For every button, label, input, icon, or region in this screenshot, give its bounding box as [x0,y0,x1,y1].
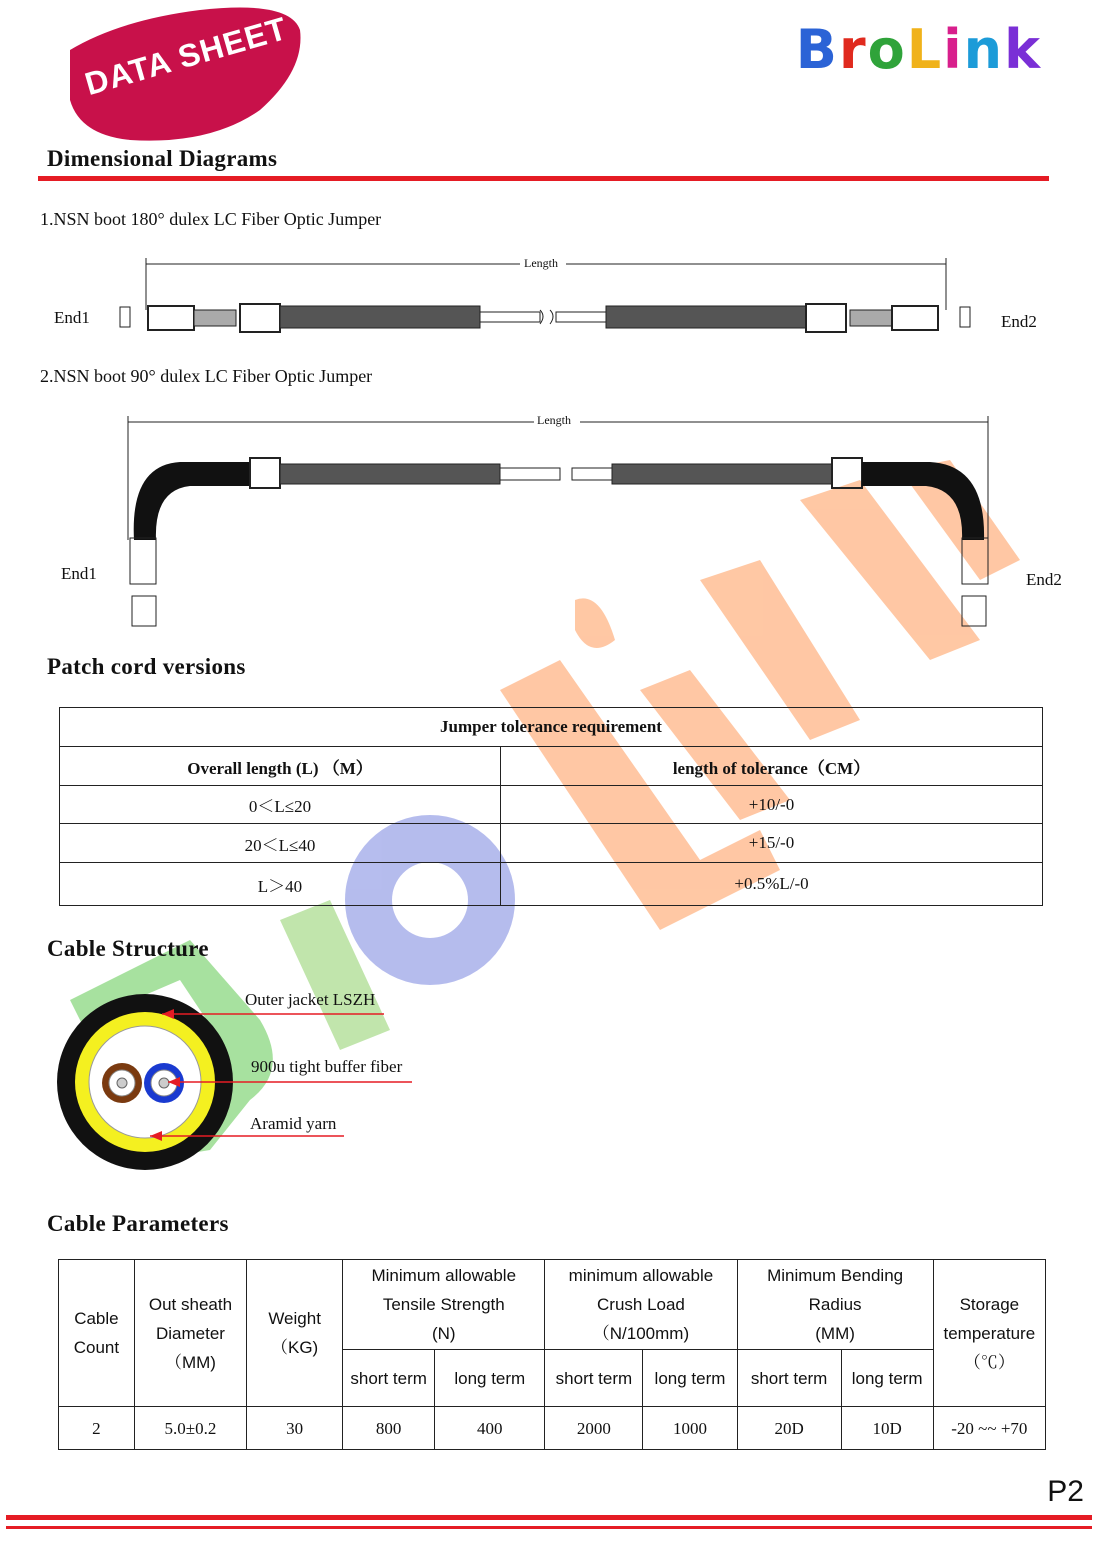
tolerance-col-tol: length of tolerance（CM） [501,747,1043,786]
diagram2-length-label: Length [537,413,571,427]
header-text: （MM) [164,1352,216,1372]
diagram-angled-jumper [120,410,1000,640]
diagram2-end1-label: End1 [61,564,97,583]
page-number: P2 [1047,1475,1084,1508]
section-underline [38,176,1049,181]
header-text: Radius [808,1295,862,1314]
footer-line-bottom [6,1526,1092,1529]
header-text: Cable [74,1309,119,1328]
header-text: Minimum allowable [371,1266,517,1285]
header-text: （KG) [271,1338,319,1357]
label-outer-jacket: Outer jacket LSZH [245,990,376,1009]
subheader-long-term: long term [841,1350,933,1407]
cable-parameters-table [58,1259,1046,1450]
tolerance-length-cell: 0＜L≤20 [60,786,501,824]
logo-letter: o [867,18,907,81]
header-text: (N) [431,1324,456,1343]
data-sheet-badge [60,0,310,150]
label-aramid-yarn: Aramid yarn [250,1114,337,1133]
logo-letter: L [906,18,944,81]
logo-letter: n [963,18,1005,81]
header-text: Crush Load [597,1295,685,1314]
table-row [60,863,1043,906]
label-tight-buffer: 900u tight buffer fiber [251,1057,403,1076]
table-row [59,1407,1046,1450]
header-cable-count [59,1260,135,1407]
header-text: （℃） [963,1352,1015,1372]
diagram1-end2-label: End2 [1001,312,1037,331]
tolerance-col-length: Overall length (L) （M） [60,747,501,786]
diagram1-end1-label: End1 [54,308,90,327]
subheader-short-term: short term [343,1350,435,1407]
tolerance-length-cell: L＞40 [60,863,501,906]
tolerance-value-cell: +10/-0 [501,786,1043,824]
header-storage [933,1260,1045,1407]
header-tensile [343,1260,545,1350]
section-title-structure: Cable Structure [47,936,209,961]
header-text: Diameter [155,1323,225,1343]
header-crush [545,1260,737,1350]
section-title-patch: Patch cord versions [47,654,246,679]
badge-text: DATA SHEET [80,9,292,103]
value-crush-short: 2000 [545,1407,643,1450]
cable-cross-section [50,990,430,1180]
header-sheath [134,1260,246,1407]
header-text: temperature [943,1323,1036,1343]
header-text: minimum allowable [568,1266,714,1285]
section-title-params: Cable Parameters [47,1211,229,1236]
value-storage: -20 ~~ +70 [933,1407,1045,1450]
header-text: Storage [959,1294,1020,1314]
logo-letter: B [795,18,839,81]
tolerance-title: Jumper tolerance requirement [60,708,1043,747]
table-row [60,824,1043,863]
value-cable-count: 2 [59,1407,135,1450]
subheader-short-term: short term [737,1350,841,1407]
diagram1-caption: 1.NSN boot 180° dulex LC Fiber Optic Jumper [40,209,382,229]
header-text: Tensile Strength [382,1295,505,1314]
logo-text [796,18,1042,81]
logo-letter: r [838,18,868,81]
logo-letter: i [943,18,964,81]
header-text: (MM) [815,1324,855,1343]
diagram2-caption: 2.NSN boot 90° dulex LC Fiber Optic Jumper [40,366,373,386]
value-tensile-short: 800 [343,1407,435,1450]
header-text: Weight [268,1309,321,1328]
diagram1-length-label: Length [524,256,558,270]
subheader-long-term: long term [435,1350,545,1407]
header-weight [247,1260,343,1407]
value-weight: 30 [247,1407,343,1450]
tolerance-table [59,707,1043,906]
footer-line-top [6,1515,1092,1520]
logo-letter: k [1004,18,1042,81]
value-bending-long: 10D [841,1407,933,1450]
tolerance-value-cell: +0.5%L/-0 [501,863,1043,906]
value-sheath: 5.0±0.2 [134,1407,246,1450]
subheader-long-term: long term [643,1350,737,1407]
section-title-dimensional: Dimensional Diagrams [47,146,278,171]
header-text: Minimum Bending [767,1266,904,1285]
diagram2-end2-label: End2 [1026,570,1062,589]
tolerance-length-cell: 20＜L≤40 [60,824,501,863]
header-text: Count [73,1338,120,1357]
value-crush-long: 1000 [643,1407,737,1450]
table-row [60,786,1043,824]
subheader-short-term: short term [545,1350,643,1407]
header-text: （N/100mm) [592,1324,690,1343]
value-bending-short: 20D [737,1407,841,1450]
brolink-logo [796,18,1042,81]
tolerance-value-cell: +15/-0 [501,824,1043,863]
value-tensile-long: 400 [435,1407,545,1450]
header-bending [737,1260,933,1350]
header-text: Out sheath [148,1294,233,1314]
